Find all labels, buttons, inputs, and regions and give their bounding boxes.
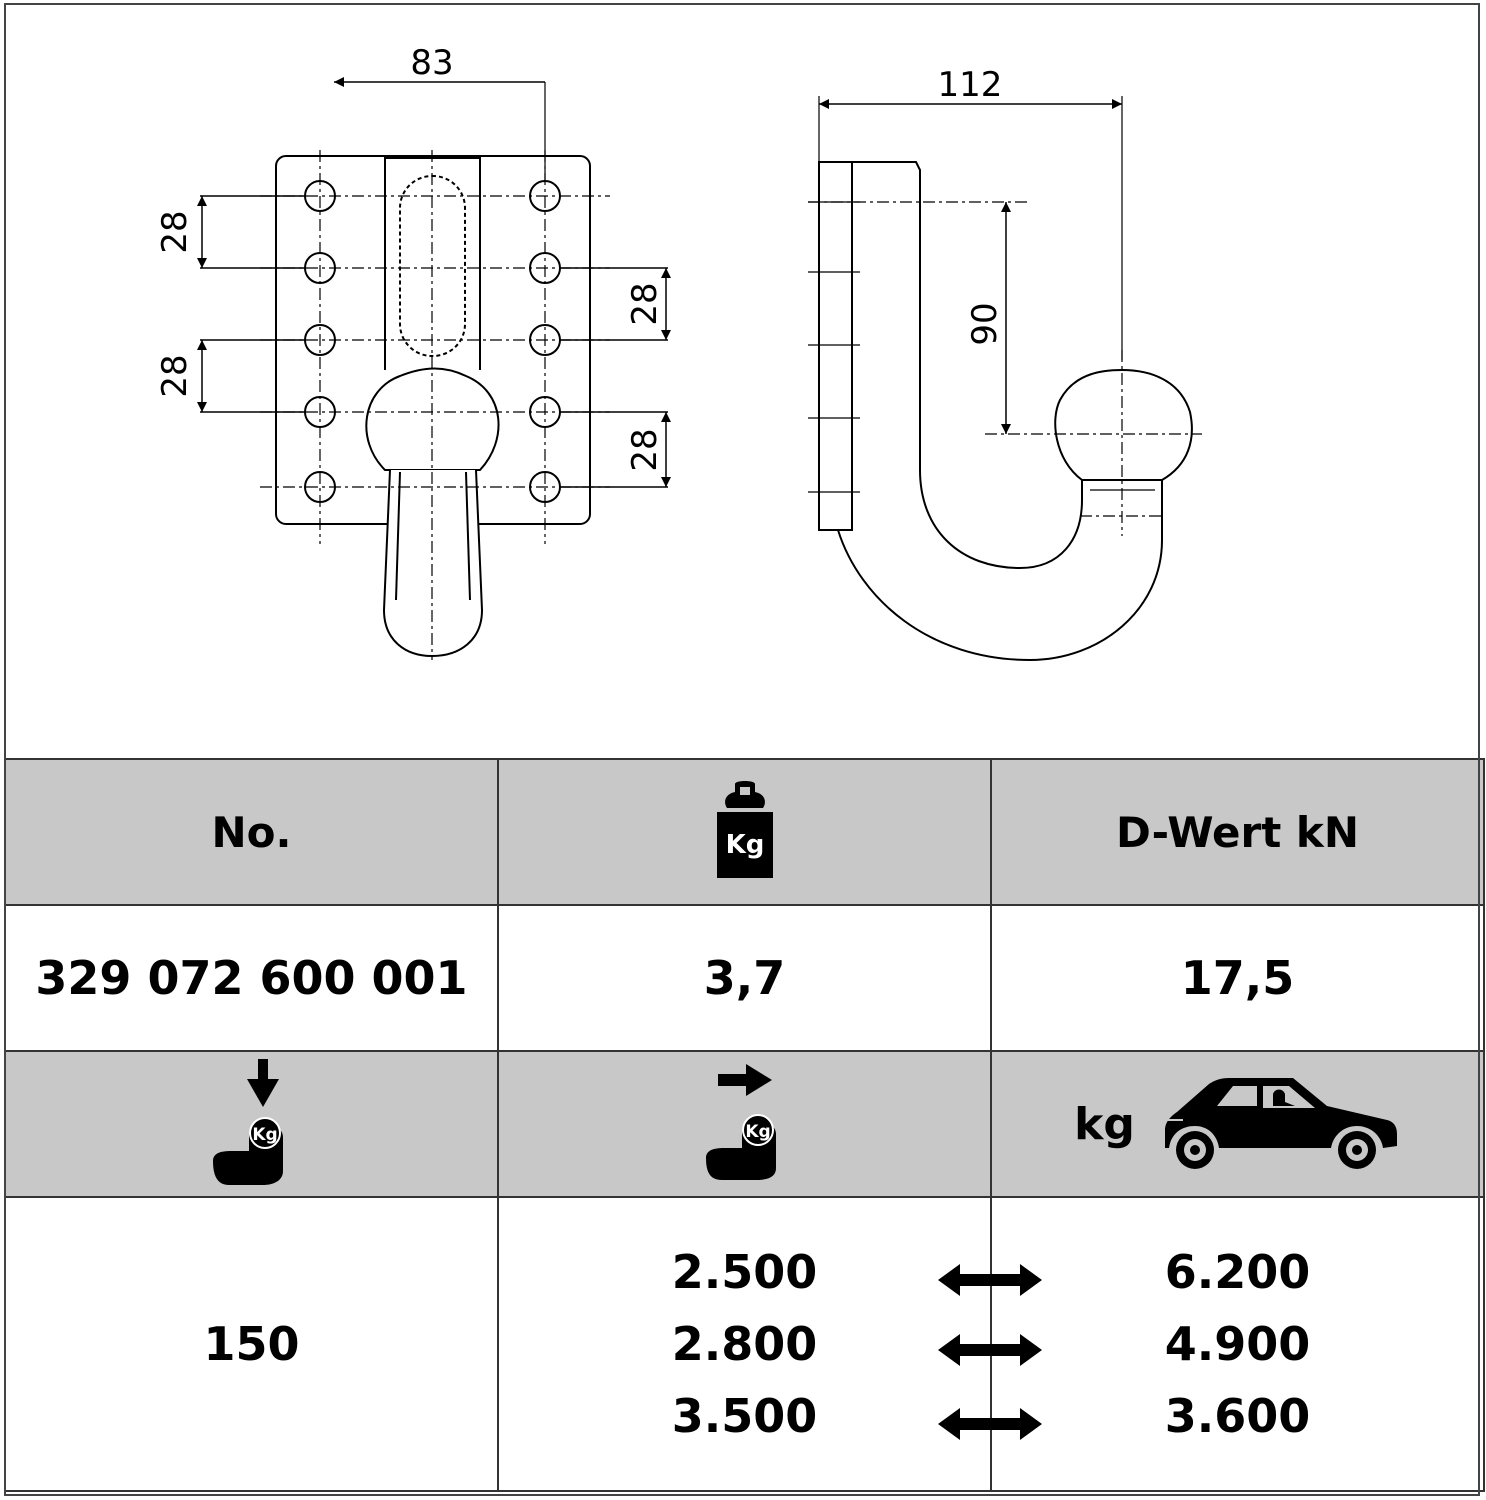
header-vertical-load — [5, 1051, 498, 1197]
trailer-load-list — [499, 1245, 990, 1443]
value-row-1 — [5, 905, 1484, 1051]
cell-weight: 3,7 — [498, 905, 991, 1051]
svg-text:Kg: Kg — [744, 1122, 771, 1142]
dim-28-left-lower: 28 — [155, 354, 195, 398]
value-row-2 — [5, 1197, 1484, 1491]
trailer-load-2: 2.800 — [671, 1317, 818, 1371]
cell-vertical-load: 150 — [5, 1197, 498, 1491]
dim-28-right-lower: 28 — [625, 428, 665, 472]
svg-text:Kg: Kg — [251, 1125, 278, 1145]
header-row-2 — [5, 1051, 1484, 1197]
side-view — [808, 96, 1202, 660]
cell-vehicle-weights — [991, 1197, 1484, 1491]
pair-arrows — [936, 1258, 1044, 1448]
double-arrow-icon — [938, 1408, 1042, 1440]
vehicle-weight-list — [992, 1245, 1483, 1443]
front-view — [200, 82, 668, 660]
vehicle-weight-1: 6.200 — [1164, 1245, 1311, 1299]
header-number: No. — [5, 759, 498, 905]
vertical-load-icon — [207, 1057, 297, 1187]
cell-number: 329 072 600 001 — [5, 905, 498, 1051]
header-d-value: D-Wert kN — [991, 759, 1484, 905]
vehicle-weight-2: 4.900 — [1164, 1317, 1311, 1371]
trailer-load-icon — [700, 1062, 790, 1182]
cell-trailer-loads — [498, 1197, 991, 1491]
dim-28-right-upper: 28 — [625, 282, 665, 326]
vehicle-kg-label: kg — [1074, 1098, 1135, 1150]
trailer-load-3: 3.500 — [671, 1389, 818, 1443]
header-weight — [498, 759, 991, 905]
dim-112: 112 — [937, 65, 1003, 105]
trailer-load-1: 2.500 — [671, 1245, 818, 1299]
dim-90: 90 — [965, 302, 1005, 346]
dim-83: 83 — [410, 43, 454, 83]
double-arrow-icon — [938, 1334, 1042, 1366]
side-ball — [1055, 370, 1192, 480]
header-row-1 — [5, 759, 1484, 905]
side-plate — [819, 162, 852, 530]
dim-28-left-upper: 28 — [155, 210, 195, 254]
weight-kg-icon — [713, 778, 777, 882]
double-arrow-icon — [938, 1264, 1042, 1296]
vehicle-weight-3: 3.600 — [1164, 1389, 1311, 1443]
header-vehicle — [991, 1051, 1484, 1197]
cell-d-value: 17,5 — [991, 905, 1484, 1051]
spec-table — [4, 758, 1485, 1492]
svg-text:Kg: Kg — [725, 830, 764, 860]
header-trailer-load — [498, 1051, 991, 1197]
car-icon — [1157, 1076, 1401, 1172]
